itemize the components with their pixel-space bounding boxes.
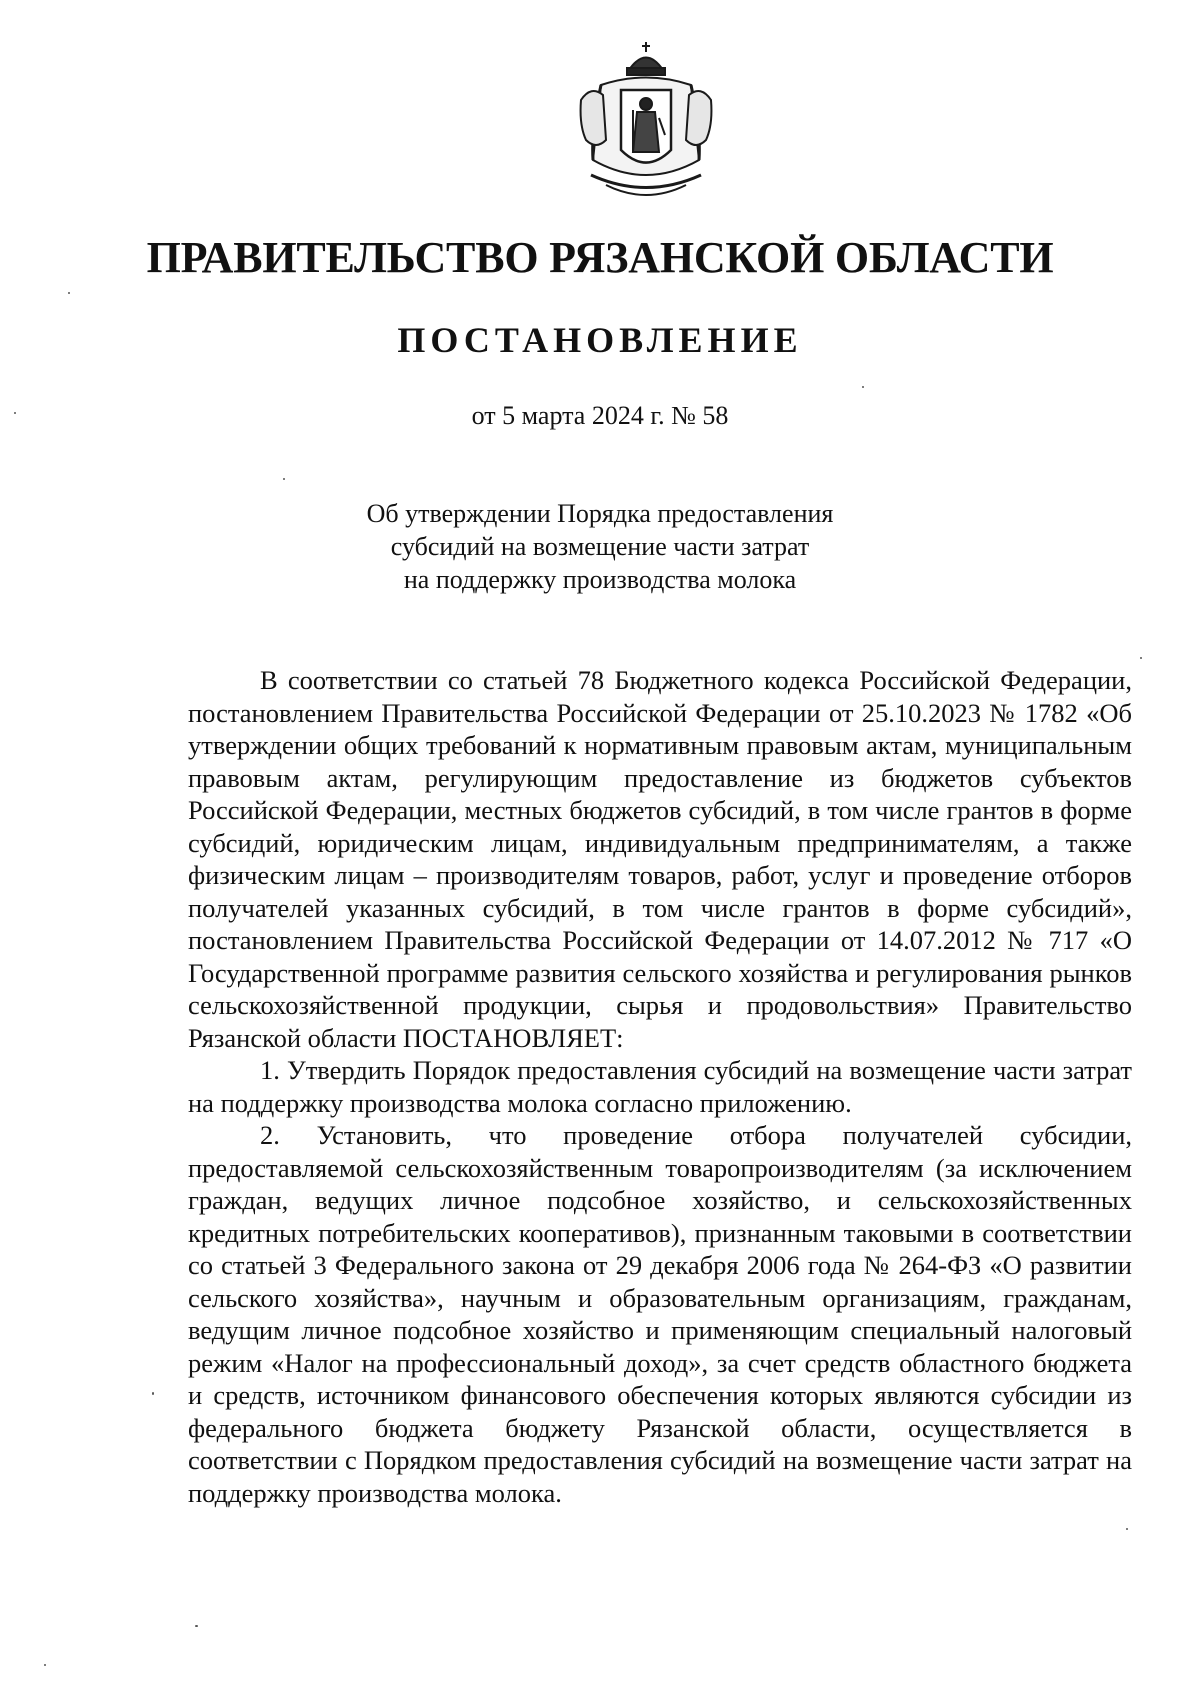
body-paragraph-item-2: 2. Установить, что проведение отбора получателей субсидии, предоставляемой сельскохозяйственным товаропроизводителям (за исключением граждан, ведущих личное подсобное хозяйство, и сельскохозяйственных кредитных потребительских кооперативов), признанным таковыми в соответствии со статьей 3 Федерального закона от 29 декабря 2006 года № 264-ФЗ «О развитии сельского хозяйства», научным и образовательным организациям, гражданам, ведущим личное подсобное хозяйство и применяющим специальный налоговый режим «Налог на профессиональный доход», за счет средств областного бюджета и средств, источником финансового обеспечения которых являются субсидии из федерального бюджета бюджету Рязанской области, осуществляется в соответствии с Порядком предоставления субсидий на возмещение части затрат на поддержку производства молока. [188, 1120, 1132, 1508]
scan-speck [14, 412, 16, 414]
organization-title: ПРАВИТЕЛЬСТВО РЯЗАНСКОЙ ОБЛАСТИ [146, 233, 1054, 282]
body-paragraph-item-1: 1. Утвердить Порядок предоставления субсидий на возмещение части затрат на поддержку производства молока согласно приложению. [188, 1055, 1132, 1118]
subject-line: Об утверждении Порядка предоставления [366, 499, 834, 528]
subject-line: субсидий на возмещение части затрат [390, 532, 810, 561]
document-date-number: от 5 марта 2024 г. № 58 [471, 401, 729, 430]
scan-speck [44, 1664, 46, 1666]
scan-speck [1140, 657, 1142, 659]
document-body [188, 664, 1132, 1509]
scan-speck [862, 386, 864, 388]
ryazan-coat-of-arms-icon [571, 40, 721, 210]
body-paragraph-preamble: В соответствии со статьей 78 Бюджетного кодекса Российской Федерации, постановлением Правительства Российской Федерации от 25.10.2023 № 1782 «Об утверждении общих требований к нормативным правовым актам, муниципальным правовым актам, регулирующим предоставление из бюджетов субъектов Российской Федерации, местных бюджетов субсидий, в том числе грантов в форме субсидий, юридическим лицам, индивидуальным предпринимателям, а также физическим лицам – производителям товаров, работ, услуг и проведение отборов получателей указанных субсидий, в том числе грантов в форме субсидий», постановлением Правительства Российской Федерации от 14.07.2012 № 717 «О Государственной программе развития сельского хозяйства и регулирования рынков сельскохозяйственной продукции, сырья и продовольствия» Правительство Рязанской области ПОСТАНОВЛЯЕТ: [188, 665, 1132, 1053]
scan-speck [68, 292, 70, 294]
scan-speck [283, 478, 285, 480]
scan-speck [1126, 1528, 1128, 1530]
scan-speck [195, 1625, 198, 1627]
scan-speck [152, 1392, 154, 1395]
document-type-title: ПОСТАНОВЛЕНИЕ [397, 320, 803, 360]
subject-line: на поддержку производства молока [403, 565, 797, 594]
document-subject [0, 497, 1200, 596]
